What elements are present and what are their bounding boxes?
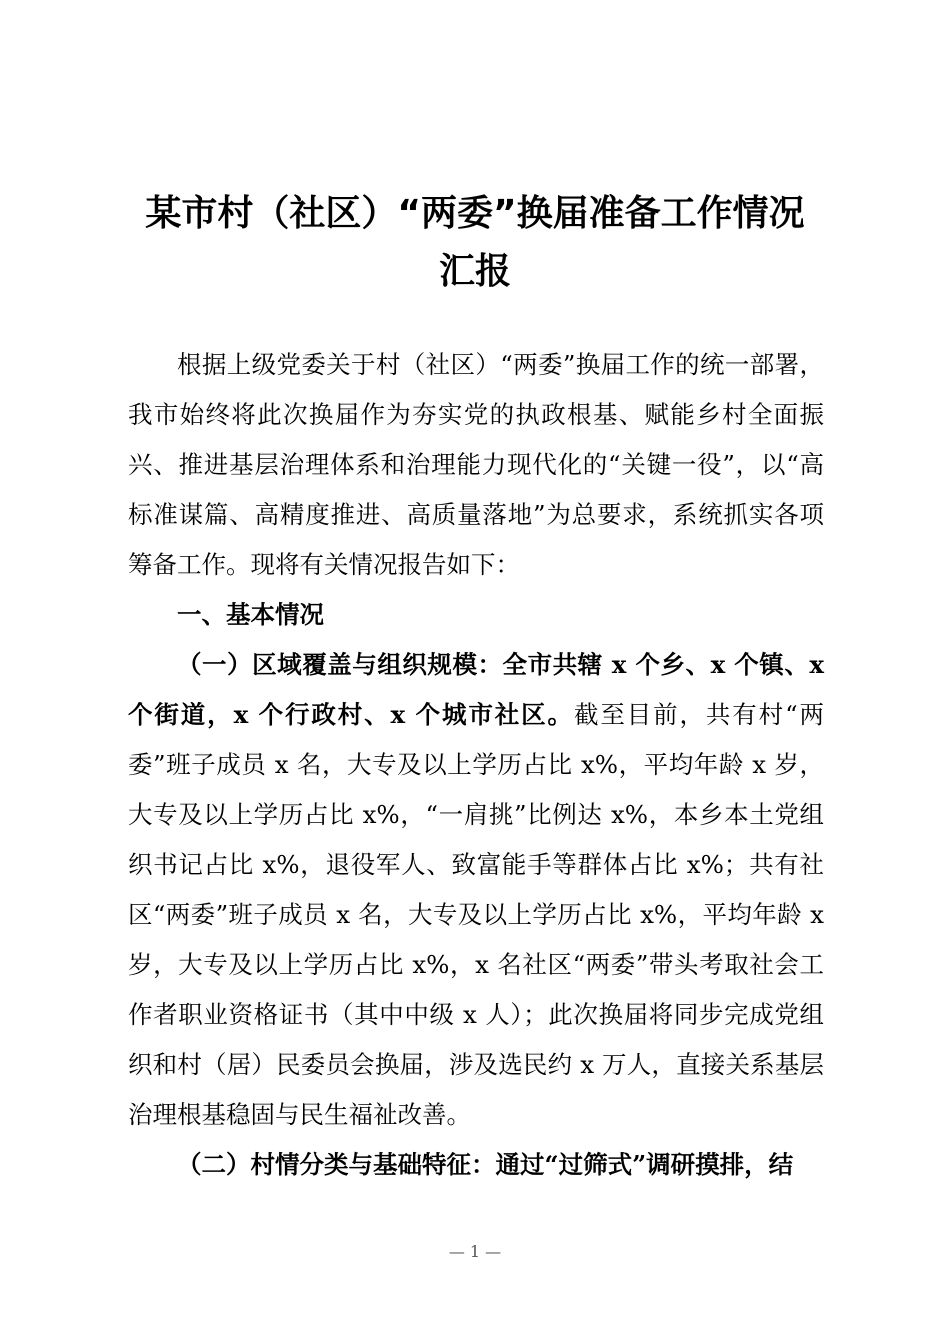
document-body <box>128 340 824 1190</box>
subsection-2-paragraph <box>128 1140 824 1190</box>
document-title <box>100 185 850 301</box>
subsection-1-heading: （一）区域覆盖与组织规模：全市共辖 x 个乡、x 个镇、x 个街道，x 个行政村、x 个城市社区。 <box>128 650 824 729</box>
title-line-2: 汇报 <box>438 251 511 292</box>
title-line-1: 某市村（社区）“两委”换届准备工作情况 <box>145 193 805 234</box>
page-number: — 1 — <box>448 1242 502 1261</box>
subsection-2-heading: （二）村情分类与基础特征：通过“过筛式”调研摸排，结 <box>177 1150 794 1179</box>
intro-paragraph: 根据上级党委关于村（社区）“两委”换届工作的统一部署，我市始终将此次换届作为夯实党的执政根基、赋能乡村全面振兴、推进基层治理体系和治理能力现代化的“关键一役”，以“高标准谋篇、高精度推进、高质量落地”为总要求，系统抓实各项筹备工作。现将有关情况报告如下： <box>128 350 824 579</box>
subsection-1-body: 截至目前，共有村“两委”班子成员 x 名，大专及以上学历占比 x%，平均年龄 x 岁，大专及以上学历占比 x%，“一肩挑”比例达 x%，本乡本土党组织书记占比 x%，退役军人、致富能手等群体占比 x%；共有社区“两委”班子成员 x 名，大专及以上学历占比 x%，平均年龄 x 岁，大专及以上学历占比 x%，x 名社区“两委”带头考取社会工作者职业资格证书（其中中级 x 人）；此次换届将同步完成党组织和村（居）民委员会换届，涉及选民约 x 万人，直接关系基层治理根基稳固与民生福祉改善。 <box>128 700 824 1129</box>
subsection-1-paragraph <box>128 640 824 1140</box>
section-heading-basic-situation: 一、基本情况 <box>177 600 324 629</box>
